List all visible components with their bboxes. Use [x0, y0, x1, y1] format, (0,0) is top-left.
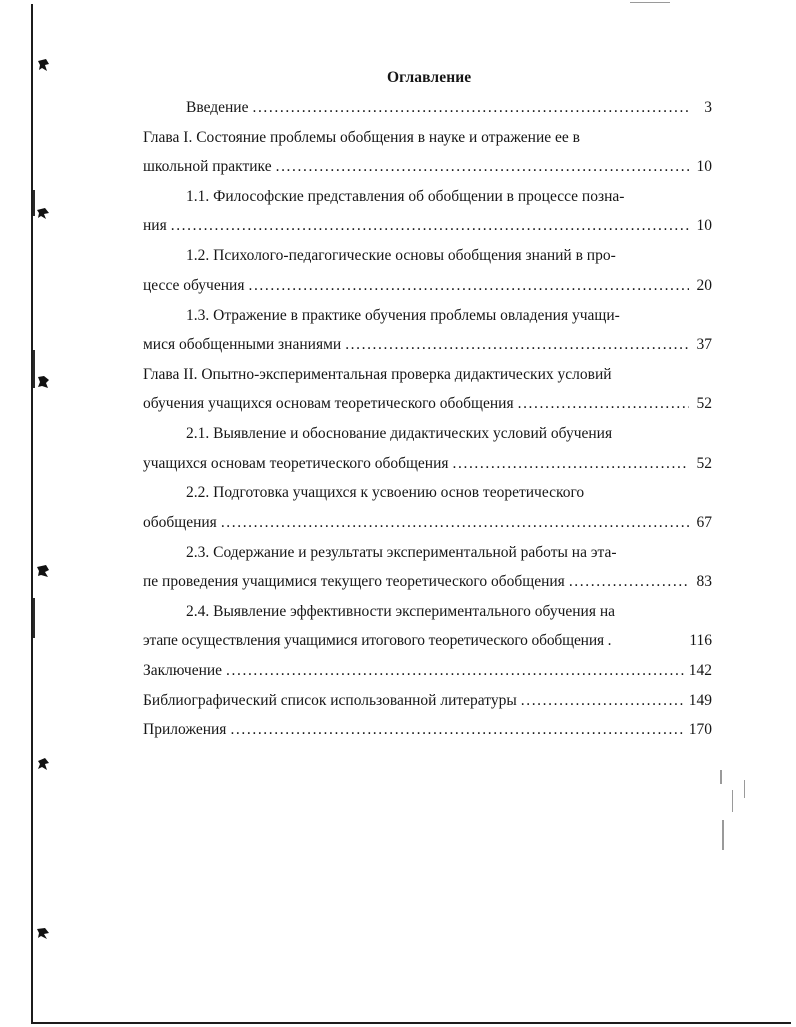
leader-dots — [276, 156, 689, 178]
entry-page-number: 52 — [696, 395, 712, 412]
toc-entry-section-2-3[interactable] — [186, 542, 712, 564]
border-tick — [33, 598, 35, 638]
entry-text: Глава I. Состояние проблемы обобщения в науке и отражение ее в — [143, 129, 580, 146]
binder-mark-icon — [36, 926, 50, 940]
binder-mark-icon — [36, 757, 50, 771]
entry-page-number: 116 — [689, 632, 712, 649]
toc-entry-section-2-3-cont[interactable] — [143, 571, 712, 593]
border-tick — [33, 190, 35, 216]
toc-entry-conclusion[interactable] — [143, 660, 712, 682]
scan-speck — [722, 820, 724, 850]
entry-text: обобщения — [143, 514, 217, 531]
bottom-border-line — [31, 1022, 791, 1024]
entry-page-number: 67 — [696, 514, 712, 531]
entry-text: 1.1. Философские представления об обобщении в процессе позна- — [186, 188, 625, 205]
entry-text: 2.4. Выявление эффективности экспериментального обучения на — [186, 603, 616, 620]
entry-page-number: 10 — [696, 217, 712, 234]
entry-page-number: 20 — [696, 277, 712, 294]
entry-page-number: 10 — [696, 158, 712, 175]
leader-dots — [226, 660, 684, 682]
entry-page-number: 149 — [688, 692, 712, 709]
leader-dots — [252, 97, 689, 119]
toc-entry-section-1-2[interactable] — [186, 245, 712, 267]
entry-page-number: 83 — [696, 573, 712, 590]
toc-entry-chapter-2[interactable] — [143, 364, 712, 386]
toc-entry-section-2-2[interactable] — [186, 482, 712, 504]
entry-text: учащихся основам теоретического обобщения — [143, 455, 449, 472]
binder-mark-icon — [36, 58, 50, 72]
entry-text: 1.2. Психолого-педагогические основы обобщения знаний в про- — [186, 247, 616, 264]
toc-entry-appendices[interactable] — [143, 719, 712, 741]
entry-text: цессе обучения — [143, 277, 245, 294]
leader-dots — [521, 690, 684, 712]
entry-page-number: 3 — [704, 99, 712, 116]
entry-text: 2.2. Подготовка учащихся к усвоению основ теоретического — [186, 484, 585, 501]
entry-text: пе проведения учащимися текущего теоретического обобщения — [143, 573, 565, 590]
toc-entry-section-1-3-cont[interactable] — [143, 334, 712, 356]
toc-entry-section-1-1-cont[interactable] — [143, 215, 712, 237]
toc-entry-chapter-1[interactable] — [143, 127, 712, 149]
leader-dots — [345, 334, 689, 356]
leader-dots — [518, 393, 689, 415]
entry-page-number: 170 — [688, 721, 712, 738]
leader-dots — [248, 275, 689, 297]
toc-entry-section-2-4[interactable] — [186, 601, 712, 623]
entry-text: этапе осуществления учащимися итогового теоретического обобщения . — [143, 632, 612, 649]
toc-entry-section-2-1[interactable] — [186, 423, 712, 445]
scan-speck — [630, 2, 670, 3]
leader-dots — [569, 571, 689, 593]
toc-entry-bibliography[interactable] — [143, 690, 712, 712]
leader-dots — [453, 453, 689, 475]
toc-entry-chapter-2-cont[interactable] — [143, 393, 712, 415]
binder-mark-icon — [36, 564, 50, 578]
entry-text: 1.3. Отражение в практике обучения проблемы овладения учащи- — [186, 307, 620, 324]
scan-speck — [720, 770, 722, 784]
leader-dots — [230, 719, 683, 741]
entry-text: 2.3. Содержание и результаты экспериментальной работы на эта- — [186, 544, 617, 561]
toc-title: Оглавление — [387, 69, 472, 86]
entry-text: 2.1. Выявление и обоснование дидактических условий обучения — [186, 425, 613, 442]
entry-page-number: 52 — [696, 455, 712, 472]
leader-dots — [171, 215, 689, 237]
leader-dots — [221, 512, 689, 534]
binder-mark-icon — [36, 206, 50, 220]
toc-entry-section-2-1-cont[interactable] — [143, 453, 712, 475]
scan-speck — [732, 790, 733, 812]
binder-mark-icon — [36, 375, 50, 389]
entry-text: Заключение — [143, 662, 223, 679]
scan-speck — [744, 780, 745, 798]
left-border-line — [31, 4, 33, 1024]
entry-text: мися обобщенными знаниями — [143, 336, 342, 353]
toc-entry-section-2-2-cont[interactable] — [143, 512, 712, 534]
entry-text: Приложения — [143, 721, 227, 738]
toc-entry-section-1-3[interactable] — [186, 305, 712, 327]
entry-page-number: 37 — [696, 336, 712, 353]
border-tick — [33, 350, 35, 388]
entry-text: школьной практике — [143, 158, 272, 175]
entry-text: Глава II. Опытно-экспериментальная проверка дидактических условий — [143, 366, 612, 383]
toc-entry-section-1-2-cont[interactable] — [143, 275, 712, 297]
toc-entry-intro[interactable] — [186, 97, 712, 119]
entry-text: обучения учащихся основам теоретического обобщения — [143, 395, 514, 412]
entry-page-number: 142 — [688, 662, 712, 679]
toc-entry-section-1-1[interactable] — [186, 186, 712, 208]
entry-text: Введение — [186, 99, 249, 116]
toc-entry-section-2-4-cont[interactable] — [143, 630, 712, 652]
entry-text: Библиографический список использованной литературы — [143, 692, 517, 709]
entry-text: ния — [143, 217, 167, 234]
toc-entry-chapter-1-cont[interactable] — [143, 156, 712, 178]
